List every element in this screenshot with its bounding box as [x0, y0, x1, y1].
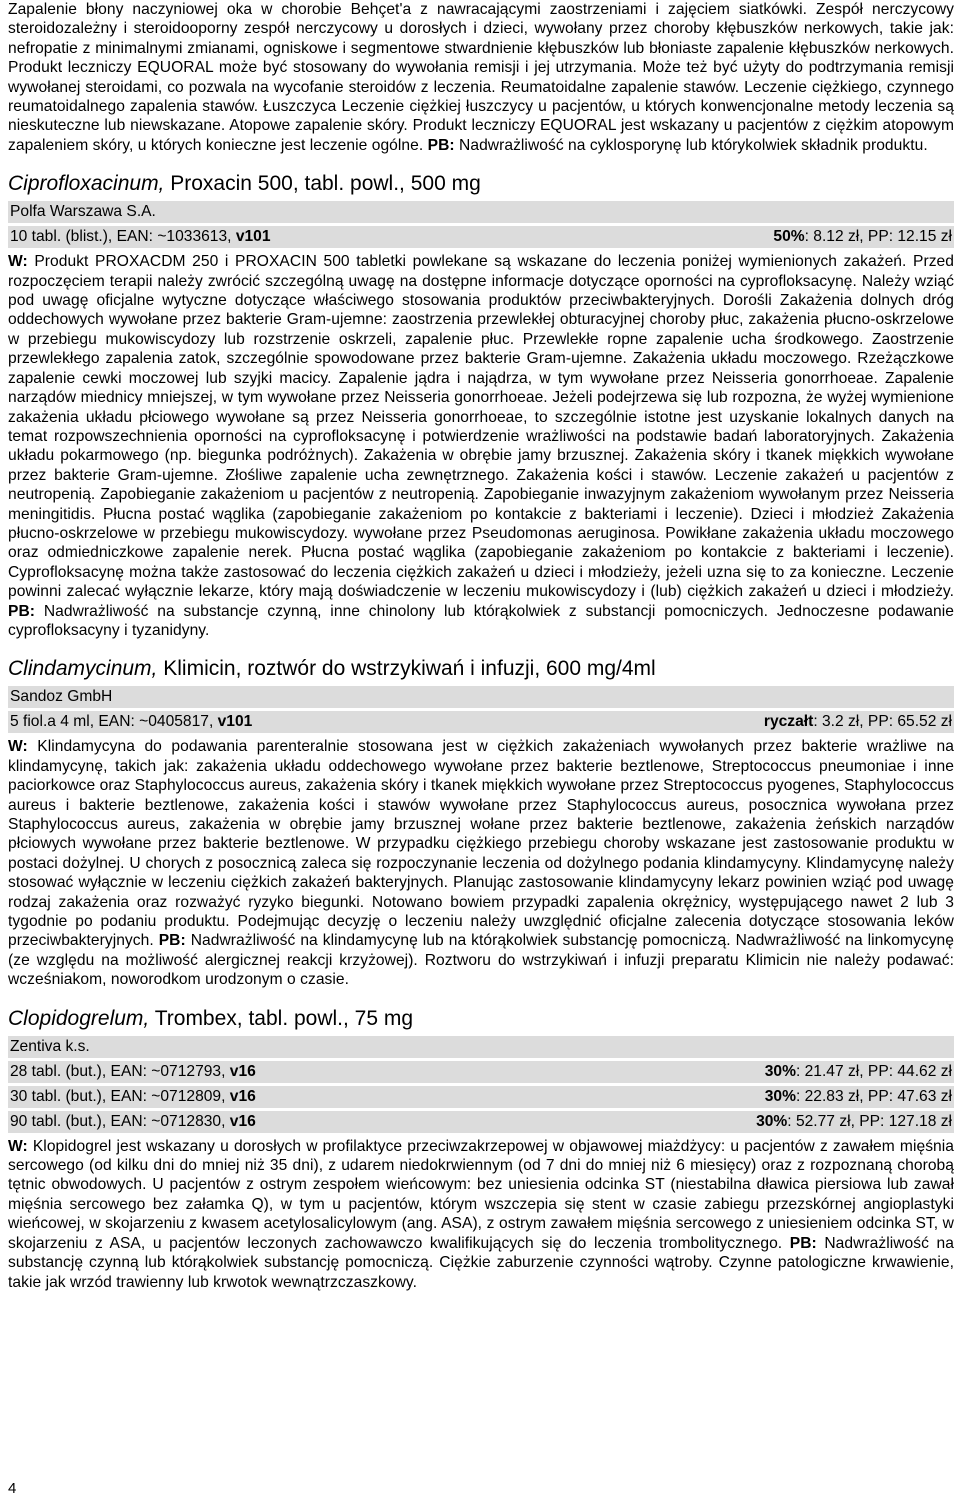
pack-info: 10 tabl. (blist.), EAN: ~1033613, v101: [10, 228, 271, 246]
contraindications-label: PB:: [158, 932, 186, 950]
drug-name: Klimicin, roztwór do wstrzykiwań i infuzji, 600 mg/4ml: [163, 657, 656, 681]
pack-row: [8, 1086, 954, 1108]
drug-name: Trombex, tabl. powl., 75 mg: [154, 1006, 414, 1030]
drug-name: Proxacin 500, tabl. powl., 500 mg: [170, 172, 481, 196]
pack-price: ryczałt: 3.2 zł, PP: 65.52 zł: [763, 713, 952, 731]
pack-price: 30%: 52.77 zł, PP: 127.18 zł: [756, 1112, 952, 1130]
manufacturer: Polfa Warszawa S.A.: [8, 201, 954, 223]
pack-row: [8, 711, 954, 733]
drug-entry-ciprofloxacin: [8, 171, 954, 640]
pack-info: 28 tabl. (but.), EAN: ~0712793, v16: [10, 1062, 256, 1080]
pack-info: 5 fiol.a 4 ml, EAN: ~0405817, v101: [10, 713, 253, 731]
contraindications-label: PB:: [427, 136, 455, 154]
pack-row: [8, 1111, 954, 1133]
pack-price: 50%: 8.12 zł, PP: 12.15 zł: [773, 228, 952, 246]
pack-price: 30%: 22.83 zł, PP: 47.63 zł: [764, 1087, 952, 1105]
contraindications-label: PB:: [8, 602, 36, 620]
page-number: 4: [8, 1480, 17, 1497]
drug-inn: Clindamycinum,: [8, 657, 158, 681]
pack-row: [8, 226, 954, 248]
refund-rate: 30%: [756, 1112, 788, 1130]
indications: W: Klindamycyna do podawania parenteralnie stosowana jest w ciężkich zakażeniach wywołanych przez bakterie wrażliwe na klindamycynę, takich jak: zakażenia układu oddechowego wywołane przez bakterie beztlenowe, Streptococcus pneumoniae i inne paciorkowce oraz Staphylococcus aureus, zakażenia skóry i tkanek miękkich wywołane przez Streptococcus pyogenes, Staphylococcus aureus i bakterie beztlenowe, zakażenia kości i stawów wywołane przez Staphylococcus aureus, posocznica wywołana przez Staphylococcus aureus, zakażenia w obrębie jamy brzusznej wołane przez bakterie beztlenowe, zakażenia żeńskich narządów płciowych wywołane przez bakterie beztlenowe. W przypadku ciężkiego przebiegu choroby wskazane jest zastosowanie produktu w postaci dożylnej. U chorych z posocznicą zaleca się rozpoczynanie leczenia od dożylnego podania klindamycyny. Klindamycynę należy stosować wyłącznie w leczeniu ciężkich zakażeń bakteryjnych. Planując zastosowanie klindamycyny lekarz powinien wziąć pod uwagę rodzaj zakażenia oraz rozważyć ryzyko biegunki. Notowano bowiem przypadki zapalenia okrężnicy, występującego nawet 2 lub 3 tygodnie po podaniu produktu. Podejmując decyzję o leczeniu należy uwzględnić oficjalne zalecenia dotyczące stosowania leków przeciwbakteryjnych. PB: Nadwrażliwość na klindamycynę lub na którąkolwiek substancję pomocniczą. Nadwrażliwość na linkomycynę (ze względu na możliwość alergicznej reakcji krzyżowej). Roztworu do wstrzykiwań i infuzji preparatu Klimicin nie należy podawać: wcześniakom, noworodkom urodzonym o czasie.: [8, 738, 954, 989]
refund-rate: 50%: [773, 228, 805, 246]
drug-title: [8, 656, 954, 682]
manufacturer: Sandoz GmbH: [8, 686, 954, 708]
indications: W: Produkt PROXACDM 250 i PROXACIN 500 tabletki powlekane są wskazane do leczenia poniżej wymienionych zakażeń. Przed rozpoczęciem terapii należy zwrócić szczególną uwagę na dostępne informacje dotyczące oporności na cyprofloksacynę. Należy wziąć pod uwagę oficjalne wytyczne dotyczące właściwego stosowania produktów przeciwbakteryjnych. Dorośli Zakażenia dolnych dróg oddechowych wywołane przez bakterie Gram-ujemne: zaostrzenia przewlekłej obturacyjnej choroby płuc, zakażenia płucno-oskrzelowe w przebiegu mukowiscydozy lub rozstrzenie oskrzeli, zapalenie płuc. Przewlekłe ropne zapalenie ucha środkowego. Zaostrzenie przewlekłego zapalenia zatok, szczególnie spowodowane przez bakterie Gram-ujemne. Zakażenia układu moczowego. Rzeżączkowe zapalenie cewki moczowej lub szyjki macicy. Zapalenie jądra i najądrza, w tym wywołane przez Neisseria gonorrhoeae. Zapalenie narządów miednicy mniejszej, w tym wywołane przez Neisseria gonorrhoeae. Jeżeli podejrzewa się lub rozpozna, że wyżej wymienione zakażenia układu płciowego wywołane są przez Neisseria gonorrhoeae, to szczególnie istotne jest uzyskanie lokalnych danych na temat rozpowszechnienia oporności na cyprofloksacynę i potwierdzenie wrażliwości na podstawie badań laboratoryjnych. Zakażenia układu pokarmowego (np. biegunka podróżnych). Zakażenia w obrębie jamy brzusznej. Zakażenia skóry i tkanek miękkich wywołane przez bakterie Gram-ujemne. Złośliwe zapalenie ucha zewnętrznego. Zakażenia kości i stawów. Leczenie zakażeń u pacjentów z neutropenią. Zapobieganie zakażeniom u pacjentów z neutropenią. Zapobieganie inwazyjnym zakażeniom wywołanym przez Neisseria meningitidis. Płucna postać wąglika (zapobieganie zakażeniom po kontakcie z bakteriami i leczenie). Dzieci i młodzież Zakażenia płucno-oskrzelowe w przebiegu mukowiscydozy. wywołane przez Pseudomonas aeruginosa. Powikłane zakażenia układu moczowego oraz odmiedniczkowe zapalenie nerek. Płucna postać wąglika (zapobieganie zakażeniom po kontakcie z bakteriami i leczenie). Cyprofloksacynę można także zastosować do leczenia ciężkich zakażeń u dzieci i młodzieży, jeżeli uzna się to za konieczne. Leczenie powinni zalecać wyłącznie lekarze, który mają doświadczenie w leczeniu mukowiscydozy i (lub) ciężkich zakażeń u dzieci i młodzieży. PB: Nadwrażliwość na substancje czynną, inne chinolony lub którąkolwiek z substancji pomocniczych. Jednoczesne podawanie cyprofloksacyny i tyzanidyny.: [8, 253, 954, 639]
indications-label: W:: [8, 253, 28, 271]
code: v16: [229, 1087, 256, 1105]
refund-rate: ryczałt: [763, 713, 814, 731]
pack-row: [8, 1061, 954, 1083]
pack-info: 30 tabl. (but.), EAN: ~0712809, v16: [10, 1087, 256, 1105]
drug-inn: Ciprofloxacinum,: [8, 172, 165, 196]
document-page: [8, 0, 954, 1292]
indications-label: W:: [8, 1137, 28, 1155]
intro-paragraph: [8, 0, 954, 155]
drug-inn: Clopidogrelum,: [8, 1006, 150, 1030]
indications-label: W:: [8, 738, 28, 756]
drug-entry-clopidogrel: [8, 1006, 954, 1292]
manufacturer: Zentiva k.s.: [8, 1036, 954, 1058]
refund-rate: 30%: [764, 1062, 796, 1080]
pack-price: 30%: 21.47 zł, PP: 44.62 zł: [764, 1062, 952, 1080]
drug-entry-clindamycin: [8, 656, 954, 989]
contraindications-text: Nadwrażliwość na cyklosporynę lub którykolwiek składnik produktu.: [454, 136, 928, 154]
drug-title: [8, 171, 954, 197]
code: v16: [229, 1062, 256, 1080]
code: v101: [235, 228, 271, 246]
code: v101: [217, 713, 253, 731]
drug-title: [8, 1006, 954, 1032]
pack-info: 90 tabl. (but.), EAN: ~0712830, v16: [10, 1112, 256, 1130]
code: v16: [229, 1112, 256, 1130]
indications: W: Klopidogrel jest wskazany u dorosłych w profilaktyce przeciwzakrzepowej w objawowej miażdżycy: u pacjentów z zawałem mięśnia sercowego (od kilku dni do mniej niż 35 dni), z udarem niedokrwiennym (od 7 dni do mniej niż 6 miesięcy) oraz z rozpoznaną chorobą tętnic obwodowych. U pacjentów z ostrym zespołem wieńcowym: bez uniesienia odcinka ST (niestabilna dławica piersiowa lub zawał mięśnia sercowego bez załamka Q), w tym u pacjentów, którym wszczepia się stent w czasie zabiegu przezskórnej angioplastyki wieńcowej, w skojarzeniu z kwasem acetylosalicylowym (ang. ASA), z ostrym zawałem mięśnia sercowego z uniesieniem odcinka ST, w skojarzeniu z ASA, u pacjentów leczonych zachowawczo kwalifikujących się do leczenia trombolitycznego. PB: Nadwrażliwość na substancję czynną lub którąkolwiek substancję pomocniczą. Ciężkie zaburzenie czynności wątroby. Czynne patologiczne krwawienie, takie jak wrzód trawienny lub krwotok wewnątrzczaszkowy.: [8, 1137, 954, 1291]
refund-rate: 30%: [764, 1087, 796, 1105]
intro-text: Zapalenie błony naczyniowej oka w chorobie Behçet'a z nawracającymi zaostrzeniami i zajęciem siatkówki. Zespół nerczycowy steroidozależny i steroidooporny zespół nerczycowy u dorosłych i dzieci, wywołany przez choroby kłębuszków nerkowych, takie jak: nefropatie z minimalnymi zmianami, ogniskowe i segmentowe stwardnienie kłębuszków lub błoniaste zapalenie kłębuszków nerkowych. Produkt leczniczy EQUORAL może być stosowany do wywołania remisji i jej utrzymania. Może też być użyty do podtrzymania remisji wywołanej steroidami, co pozwala na wycofanie steroidów z leczenia. Reumatoidalne zapalenie stawów. Leczenie ciężkiego, czynnego reumatoidalnego zapalenia stawów. Łuszczyca Leczenie ciężkiej łuszczycy u pacjentów, u których konwencjonalne metody leczenia są nieskuteczne lub niewskazane. Atopowe zapalenie skóry. Produkt leczniczy EQUORAL jest wskazany u pacjentów z ciężkim atopowym zapaleniem skóry, u których konieczne jest leczenie ogólne.: [8, 1, 954, 154]
contraindications-label: PB:: [789, 1234, 817, 1252]
